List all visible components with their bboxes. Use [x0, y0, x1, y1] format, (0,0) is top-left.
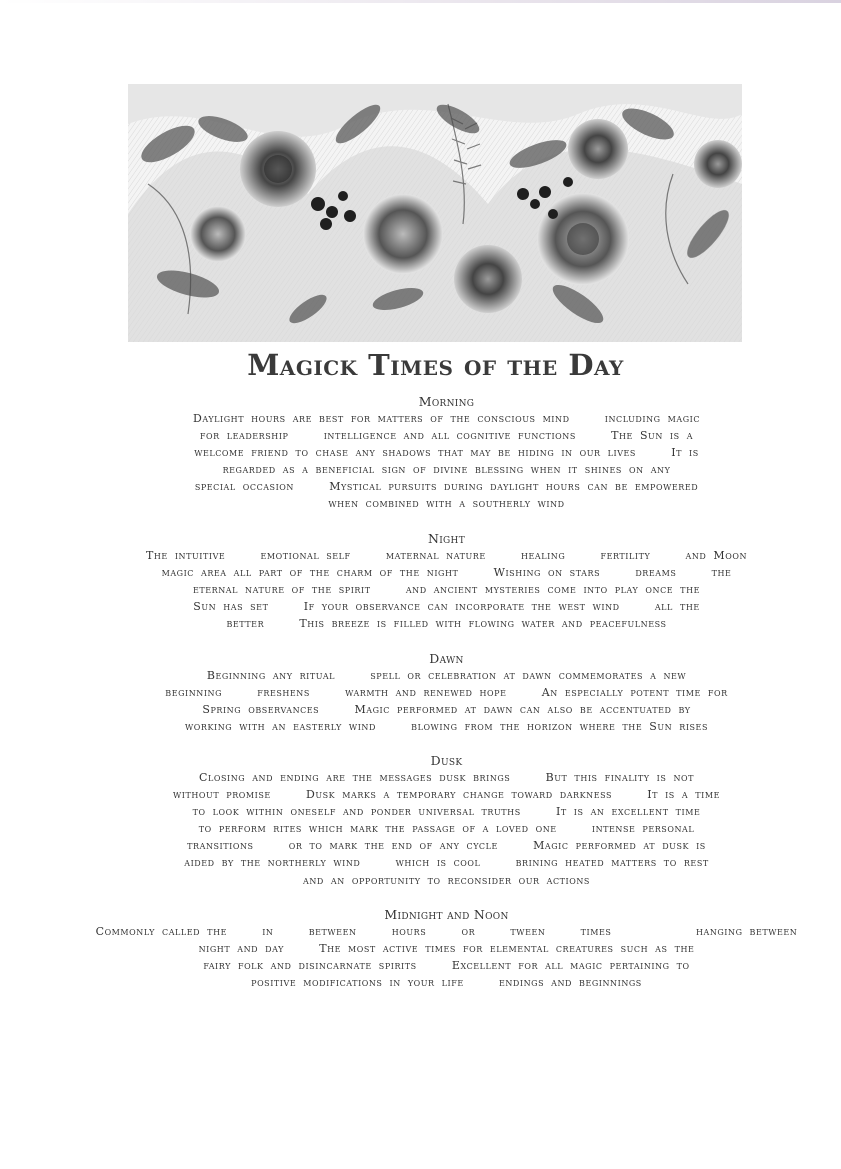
text-line: Sun has set If your observance can incorporate the west wind all the	[193, 600, 700, 614]
text-line: working with an easterly wind blowing from the horizon where the Sun rises	[185, 720, 708, 734]
section-dusk	[0, 752, 841, 889]
text-line: positive modifications in your life endings and beginnings	[251, 976, 642, 990]
floral-banner-image	[128, 84, 742, 342]
text-line: Commonly called the in between hours or tween times hanging between	[95, 925, 798, 938]
section-heading: Night	[427, 531, 466, 546]
text-line: aided by the northerly wind which is cool brining heated matters to rest	[184, 856, 709, 870]
text-line: to look within oneself and ponder universal truths It is an excellent time	[192, 805, 701, 819]
text-line: regarded as a beneficial sign of divine blessing when it shines on any	[222, 463, 671, 477]
text-line: welcome friend to chase any shadows that may be hiding in our lives It is	[194, 446, 699, 460]
scan-edge	[0, 0, 841, 3]
section-morning	[0, 393, 841, 513]
text-line: Beginning any ritual spell or celebration at dawn commemorates a new	[206, 669, 687, 682]
floral-illustration	[128, 84, 742, 342]
section-heading: Dusk	[430, 753, 463, 768]
page-title: Magick Times of the Day	[247, 348, 624, 382]
section-heading: Morning	[418, 394, 475, 409]
text-line: for leadership intelligence and all cognitive functions The Sun is a	[199, 429, 694, 443]
section-heading: Dawn	[429, 651, 464, 666]
text-line: eternal nature of the spirit and ancient mysteries come into play once the	[193, 583, 700, 597]
text-line: Closing and ending are the messages dusk brings But this finality is not	[199, 771, 694, 784]
text-line: special occasion Mystical pursuits during daylight hours can be empowered	[194, 480, 699, 494]
section-midnight-and-noon	[0, 906, 841, 991]
text-line: better This breeze is filled with flowing water and peacefulness	[226, 617, 667, 631]
text-line: transitions or to mark the end of any cycle Magic performed at dusk is	[187, 839, 706, 853]
text-line: and an opportunity to reconsider our actions	[303, 873, 590, 887]
text-line: Spring observances Magic performed at dawn can also be accentuated by	[202, 703, 691, 717]
text-line: when combined with a southerly wind	[328, 497, 565, 511]
text-line: Daylight hours are best for matters of the conscious mind including magic	[192, 412, 701, 425]
text-line: night and day The most active times for elemental creatures such as the	[198, 942, 695, 956]
section-dawn	[0, 650, 841, 735]
text-line: The intuitive emotional self maternal nature healing fertility and Moon	[145, 549, 748, 562]
text-line: to perform rites which mark the passage of a loved one intense personal	[198, 822, 695, 836]
text-line: magic area all part of the charm of the night Wishing on stars dreams the	[161, 566, 732, 580]
text-line: without promise Dusk marks a temporary change toward darkness It is a time	[173, 788, 720, 802]
text-line: beginning freshens warmth and renewed hope An especially potent time for	[165, 686, 728, 700]
text-line: fairy folk and disincarnate spirits Excellent for all magic pertaining to	[203, 959, 690, 973]
section-night	[0, 530, 841, 632]
section-heading: Midnight and Noon	[384, 907, 509, 922]
